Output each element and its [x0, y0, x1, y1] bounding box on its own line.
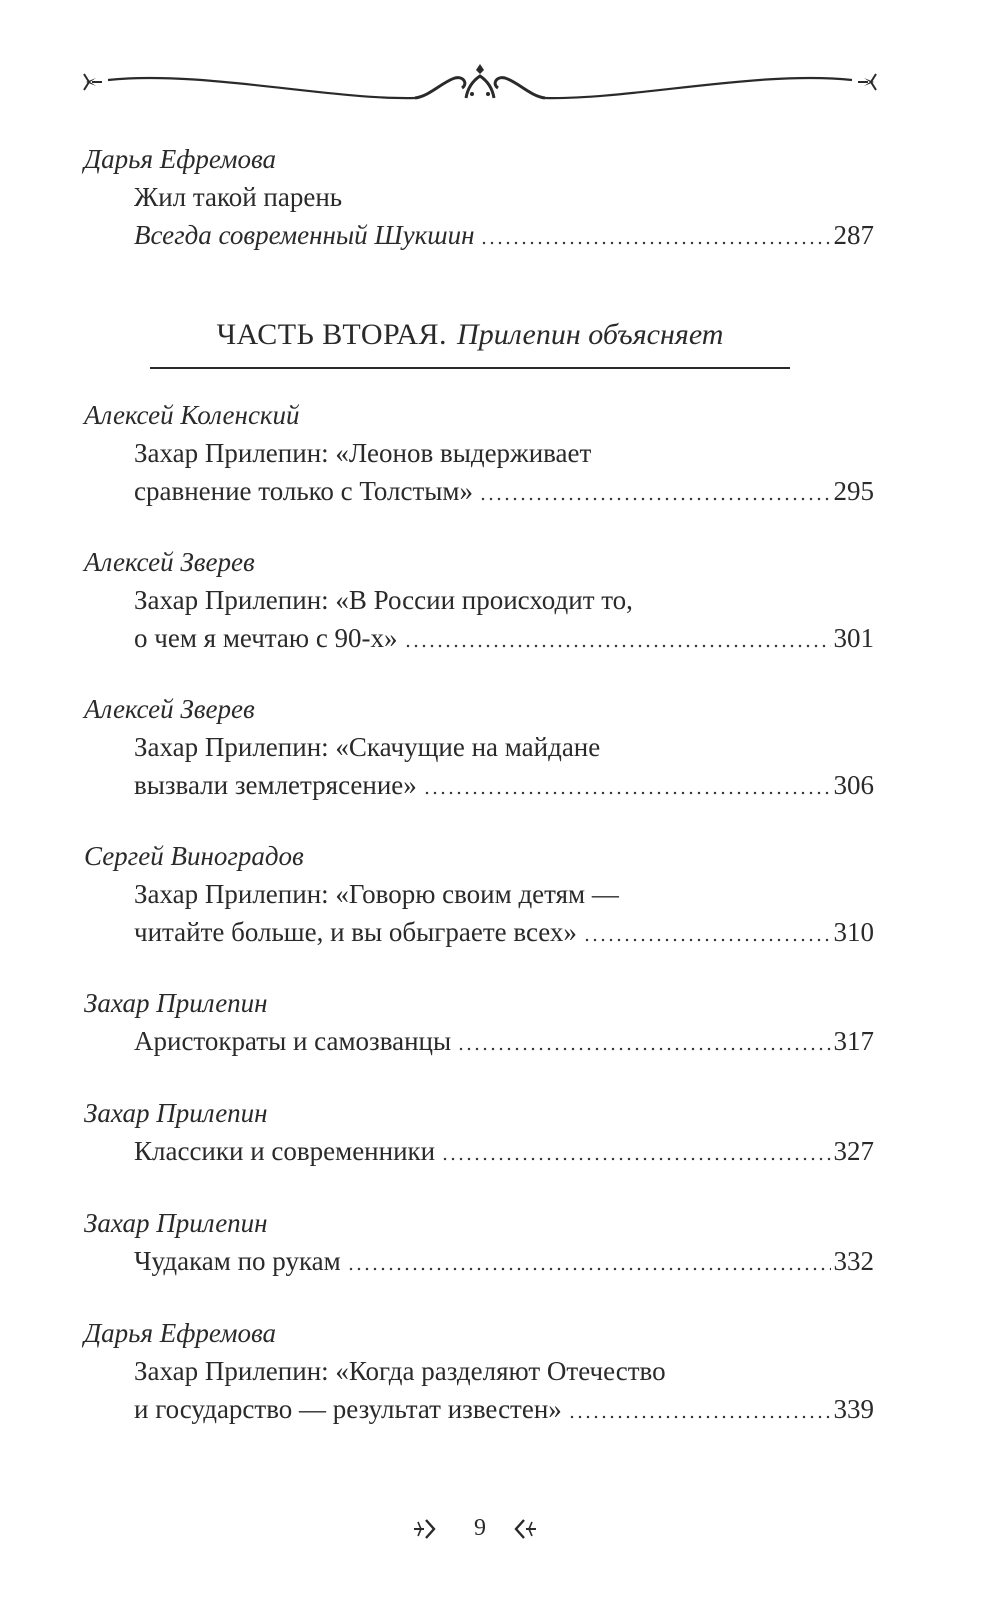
entry-title-line: вызвали землетрясение» — [134, 770, 417, 800]
entry-author: Сергей Виноградов — [84, 841, 304, 871]
page-number: 295 — [833, 476, 874, 506]
page-number: 327 — [833, 1136, 874, 1166]
toc-entry — [84, 984, 874, 1060]
footer-ornament-left-icon — [410, 1516, 440, 1542]
part-heading — [150, 315, 790, 355]
entry-title-line: Захар Прилепин: «Скачущие на майдане — [134, 732, 601, 762]
entry-author: Захар Прилепин — [84, 1098, 268, 1128]
entry-author: Алексей Зверев — [84, 694, 255, 724]
toc-entry — [84, 837, 874, 951]
toc-entry — [84, 1314, 874, 1428]
page-number: 339 — [833, 1394, 874, 1424]
entry-author: Захар Прилепин — [84, 1208, 268, 1238]
toc-entry — [84, 690, 874, 804]
dot-leader — [423, 791, 831, 795]
entry-last-line — [84, 472, 874, 510]
entry-author: Дарья Ефремова — [84, 1318, 277, 1348]
entry-title-line: Захар Прилепин: «Когда разделяют Отечество — [134, 1356, 666, 1386]
entry-title-line: Жил такой парень — [134, 182, 343, 212]
page-number: 332 — [833, 1246, 874, 1276]
toc-entry — [84, 543, 874, 657]
entry-last-line — [84, 619, 874, 657]
entry-title-line: сравнение только с Толстым» — [134, 476, 473, 506]
entry-last-line — [84, 216, 874, 254]
toc-entry — [84, 140, 874, 254]
toc-entry — [84, 1204, 874, 1280]
footer-ornament-right-icon — [510, 1516, 540, 1542]
dot-leader — [583, 938, 831, 942]
entry-title-line: и государство — результат известен» — [134, 1394, 562, 1424]
dot-leader — [347, 1267, 831, 1271]
page-number: 301 — [833, 623, 874, 653]
entry-last-line — [84, 1132, 874, 1170]
entry-author: Алексей Коленский — [84, 400, 300, 430]
footer-page-number: 9 — [474, 1515, 486, 1541]
dot-leader — [480, 241, 830, 245]
page-number: 310 — [833, 917, 874, 947]
page-number: 306 — [833, 770, 874, 800]
dot-leader — [404, 644, 831, 648]
entry-author: Алексей Зверев — [84, 547, 255, 577]
entry-last-line — [84, 1390, 874, 1428]
top-ornament — [80, 60, 880, 120]
dot-leader — [479, 497, 831, 501]
toc-entry — [84, 396, 874, 510]
dot-leader — [568, 1415, 831, 1419]
entry-author: Захар Прилепин — [84, 988, 268, 1018]
entry-last-line — [84, 766, 874, 804]
entry-title-line: Захар Прилепин: «Леонов выдерживает — [134, 438, 592, 468]
entry-title-line: читайте больше, и вы обыграете всех» — [134, 917, 577, 947]
entry-title-line: Аристократы и самозванцы — [134, 1026, 452, 1056]
heading-rule — [150, 367, 790, 369]
entry-last-line — [84, 1022, 874, 1060]
entry-title-line: Захар Прилепин: «В России происходит то, — [134, 585, 633, 615]
entry-title-line: Чудакам по рукам — [134, 1246, 341, 1276]
entry-title-line: Всегда современный Шукшин — [134, 220, 475, 250]
dot-leader — [441, 1157, 830, 1161]
toc-entry — [84, 1094, 874, 1170]
entry-last-line — [84, 1242, 874, 1280]
part-label: ЧАСТЬ ВТОРАЯ. — [216, 318, 448, 351]
page-number: 317 — [833, 1026, 874, 1056]
part-title: Прилепин объясняет — [457, 318, 724, 351]
entry-title-line: Захар Прилепин: «Говорю своим детям — — [134, 879, 619, 909]
page-footer — [0, 1508, 1000, 1548]
entry-last-line — [84, 913, 874, 951]
entry-author: Дарья Ефремова — [84, 144, 277, 174]
dot-leader — [457, 1047, 830, 1051]
entry-title-line: о чем я мечтаю с 90-х» — [134, 623, 398, 653]
entry-title-line: Классики и современники — [134, 1136, 436, 1166]
page-number: 287 — [833, 220, 874, 250]
